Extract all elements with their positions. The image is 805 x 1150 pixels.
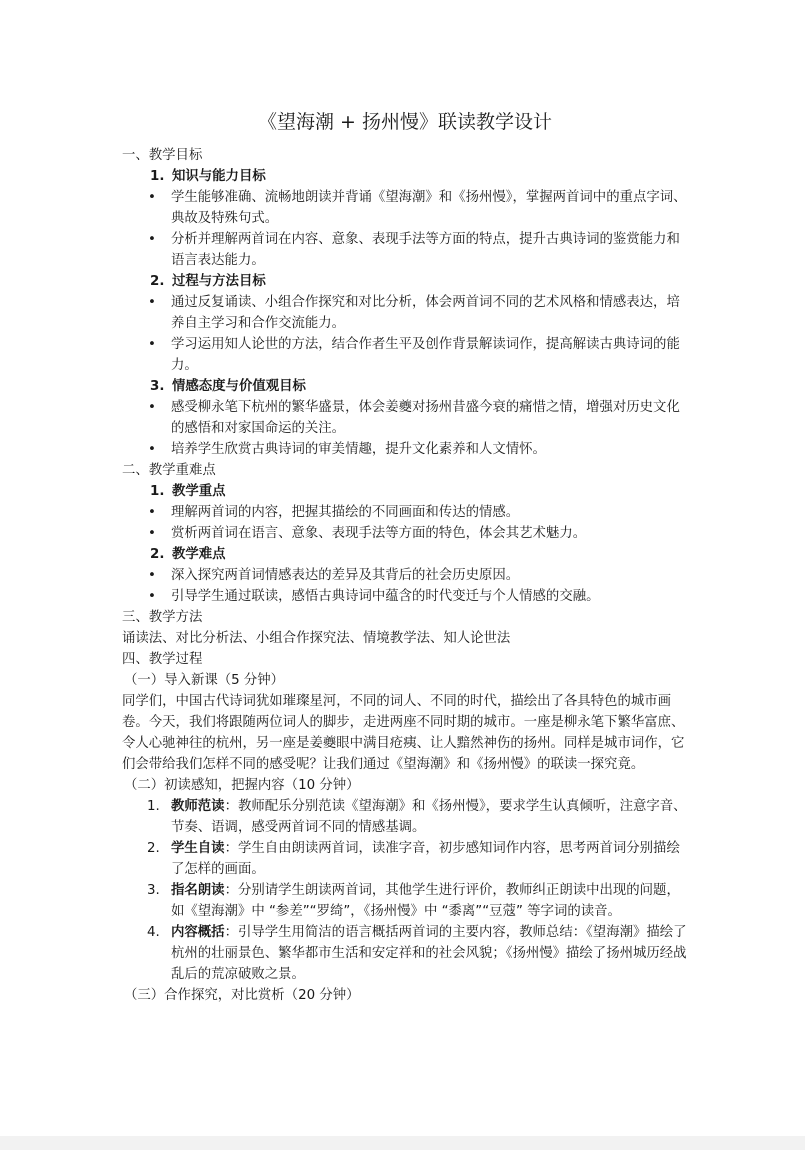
subheading-number: 1. [150, 169, 165, 184]
step-number: 3. [147, 883, 160, 898]
part-heading: （二）初读感知，把握内容（10 分钟） [124, 778, 360, 793]
section-heading: 四、教学过程 [122, 652, 203, 667]
bullet-item: • 理解两首词的内容，把握其描绘的不同画面和传达的情感。 [122, 502, 688, 523]
subheading-label: 知识与能力目标 [172, 169, 266, 184]
bullet-item: • 深入探究两首词情感表达的差异及其背后的社会历史原因。 [122, 565, 688, 586]
intro-paragraph: 同学们，中国古代诗词犹如璀璨星河，不同的词人、不同的时代，描绘出了各具特色的城市画卷。今天，我们将跟随两位词人的脚步，走进两座不同时期的城市。一座是柳永笔下繁华富庶、令人心驰神往的杭州，另一座是姜夔眼中满目疮痍、让人黯然神伤的扬州。同样是城市词作，它们会带给我们怎样不同的感受呢？让我们通过《望海潮》和《扬州慢》的联读一探究竟。 [122, 694, 685, 772]
bullet-item: • 引导学生通过联读，感悟古典诗词中蕴含的时代变迁与个人情感的交融。 [122, 586, 688, 607]
step-text: ：学生自由朗读两首词，读准字音，初步感知词作内容，思考两首词分别描绘了怎样的画面。 [171, 841, 680, 877]
step-item [122, 796, 688, 838]
step-text: ：引导学生用简洁的语言概括两首词的主要内容，教师总结：《望海潮》描绘了杭州的壮丽景色、繁华都市生活和安定祥和的社会风貌；《扬州慢》描绘了扬州城历经战乱后的荒凉破败之景。 [171, 925, 687, 982]
step-number: 1. [147, 799, 160, 814]
bullet-list [122, 292, 688, 376]
subheading [122, 544, 688, 565]
step-item [122, 838, 688, 880]
subheading [122, 271, 688, 292]
subheading [122, 481, 688, 502]
bullet-item: • 学习运用知人论世的方法，结合作者生平及创作背景解读词作，提高解读古典诗词的能力。 [122, 334, 688, 376]
step-label: 指名朗读 [171, 883, 225, 898]
bullet-list [122, 502, 688, 544]
section-heading: 一、教学目标 [122, 148, 203, 163]
section-heading: 三、教学方法 [122, 610, 203, 625]
subheading-label: 教学重点 [172, 484, 226, 499]
bullet-item: • 分析并理解两首词在内容、意象、表现手法等方面的特点，提升古典诗词的鉴赏能力和语言表达能力。 [122, 229, 688, 271]
step-label: 教师范读 [171, 799, 225, 814]
bullet-item: • 学生能够准确、流畅地朗读并背诵《望海潮》和《扬州慢》，掌握两首词中的重点字词、典故及特殊句式。 [122, 187, 688, 229]
step-number: 4. [147, 925, 160, 940]
step-item [122, 880, 688, 922]
subheading-number: 2. [150, 547, 165, 562]
section-heading: 二、教学重难点 [122, 463, 216, 478]
step-list [122, 796, 688, 985]
subheading-number: 3. [150, 379, 165, 394]
methods-text: 诵读法、对比分析法、小组合作探究法、情境教学法、知人论世法 [122, 631, 511, 646]
bullet-item: • 培养学生欣赏古典诗词的审美情趣，提升文化素养和人文情怀。 [122, 439, 688, 460]
bullet-item: • 感受柳永笔下杭州的繁华盛景，体会姜夔对扬州昔盛今衰的痛惜之情，增强对历史文化的感悟和对家国命运的关注。 [122, 397, 688, 439]
part-heading: （一）导入新课（5 分钟） [124, 673, 285, 688]
subheading-label: 教学难点 [172, 547, 226, 562]
subheading-label: 情感态度与价值观目标 [172, 379, 306, 394]
bullet-list [122, 187, 688, 271]
subheading [122, 166, 688, 187]
step-label: 学生自读 [171, 841, 225, 856]
bullet-item: • 通过反复诵读、小组合作探究和对比分析，体会两首词不同的艺术风格和情感表达，培养自主学习和合作交流能力。 [122, 292, 688, 334]
document-title: 《望海潮 + 扬州慢》联读教学设计 [258, 111, 552, 133]
step-label: 内容概括 [171, 925, 225, 940]
step-text: ：分别请学生朗读两首词，其他学生进行评价，教师纠正朗读中出现的问题，如《望海潮》中 “参差”“罗绮”，《扬州慢》中 “黍离”“豆蔻” 等字词的读音。 [171, 883, 680, 919]
step-number: 2. [147, 841, 160, 856]
subheading [122, 376, 688, 397]
bullet-list [122, 397, 688, 460]
bullet-list [122, 565, 688, 607]
part-heading: （三）合作探究，对比赏析（20 分钟） [124, 988, 360, 1003]
step-item [122, 922, 688, 985]
subheading-label: 过程与方法目标 [172, 274, 266, 289]
bullet-item: • 赏析两首词在语言、意象、表现手法等方面的特色，体会其艺术魅力。 [122, 523, 688, 544]
subheading-number: 1. [150, 484, 165, 499]
subheading-number: 2. [150, 274, 165, 289]
document-body [122, 108, 688, 1006]
step-text: ：教师配乐分别范读《望海潮》和《扬州慢》，要求学生认真倾听，注意字音、节奏、语调，感受两首词不同的情感基调。 [171, 799, 687, 835]
